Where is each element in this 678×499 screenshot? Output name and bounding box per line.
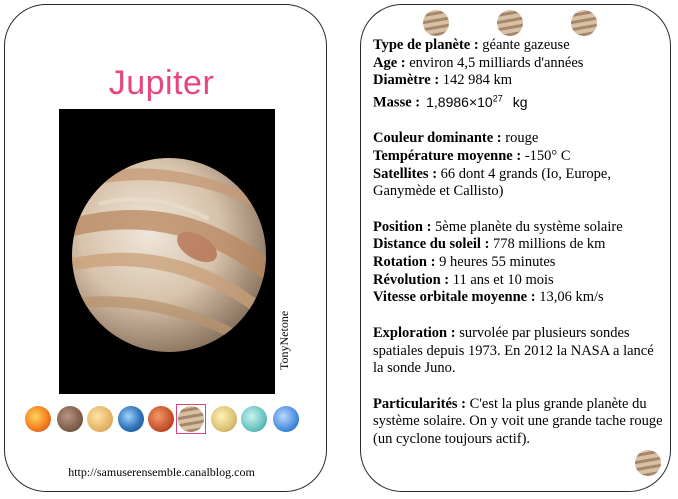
fact-features: Particularités : C'est la plus grande planète du système solaire. On y voit une grande tache rouge (un cyclone toujours actif). bbox=[373, 395, 663, 448]
fact-type: Type de planète : géante gazeuse bbox=[373, 37, 570, 53]
fact-rotation: Rotation : 9 heures 55 minutes bbox=[373, 254, 556, 271]
fact-exploration: Exploration : survolée par plusieurs sondes spatiales depuis 1973. En 2012 la NASA a lancé la sonde Juno. bbox=[373, 324, 654, 377]
jupiter-icon bbox=[497, 10, 523, 36]
jupiter-icon[interactable] bbox=[178, 406, 204, 432]
fact-satellites: Satellites : 66 dont 4 grands (Io, Europe, Ganymède et Callisto) bbox=[373, 165, 611, 200]
venus-icon[interactable] bbox=[87, 406, 113, 432]
fact-mass: Masse : $1,8986\times 10^{27}$ kg bbox=[373, 93, 528, 111]
sun-icon[interactable] bbox=[25, 406, 51, 432]
fact-temperature: Température moyenne : -150° C bbox=[373, 147, 571, 164]
jupiter-icon bbox=[635, 450, 661, 476]
photo-credit: TonyNetone bbox=[277, 310, 291, 370]
planet-strip bbox=[23, 404, 303, 434]
mercury-icon[interactable] bbox=[57, 406, 83, 432]
jupiter-icon bbox=[571, 10, 597, 36]
fact-age: Age : environ 4,5 milliards d'années bbox=[373, 54, 584, 71]
fact-position: Position : 5ème planète du système solaire bbox=[373, 218, 623, 235]
jupiter-photo bbox=[59, 109, 275, 394]
photo-credit-wrapper bbox=[277, 310, 336, 385]
fact-revolution: Révolution : 11 ans et 10 mois bbox=[373, 271, 554, 288]
fact-orbital-speed: Vitesse orbitale moyenne : 13,06 km/s bbox=[373, 289, 604, 306]
planet-title: Jupiter bbox=[108, 64, 215, 102]
mars-icon[interactable] bbox=[148, 406, 174, 432]
blog-url: http://samuserensemble.canalblog.com bbox=[68, 465, 255, 479]
earth-icon[interactable] bbox=[118, 406, 144, 432]
fact-distance: Distance du soleil : 778 millions de km bbox=[373, 236, 606, 253]
jupiter-image bbox=[59, 109, 275, 394]
fact-diameter: Diamètre : 142 984 km bbox=[373, 72, 513, 89]
jupiter-icon bbox=[423, 10, 449, 36]
fact-color: Couleur dominante : rouge bbox=[373, 130, 539, 147]
uranus-icon[interactable] bbox=[241, 406, 267, 432]
neptune-icon[interactable] bbox=[273, 406, 299, 432]
saturn-icon[interactable] bbox=[211, 406, 237, 432]
fact-sheet bbox=[373, 37, 663, 449]
